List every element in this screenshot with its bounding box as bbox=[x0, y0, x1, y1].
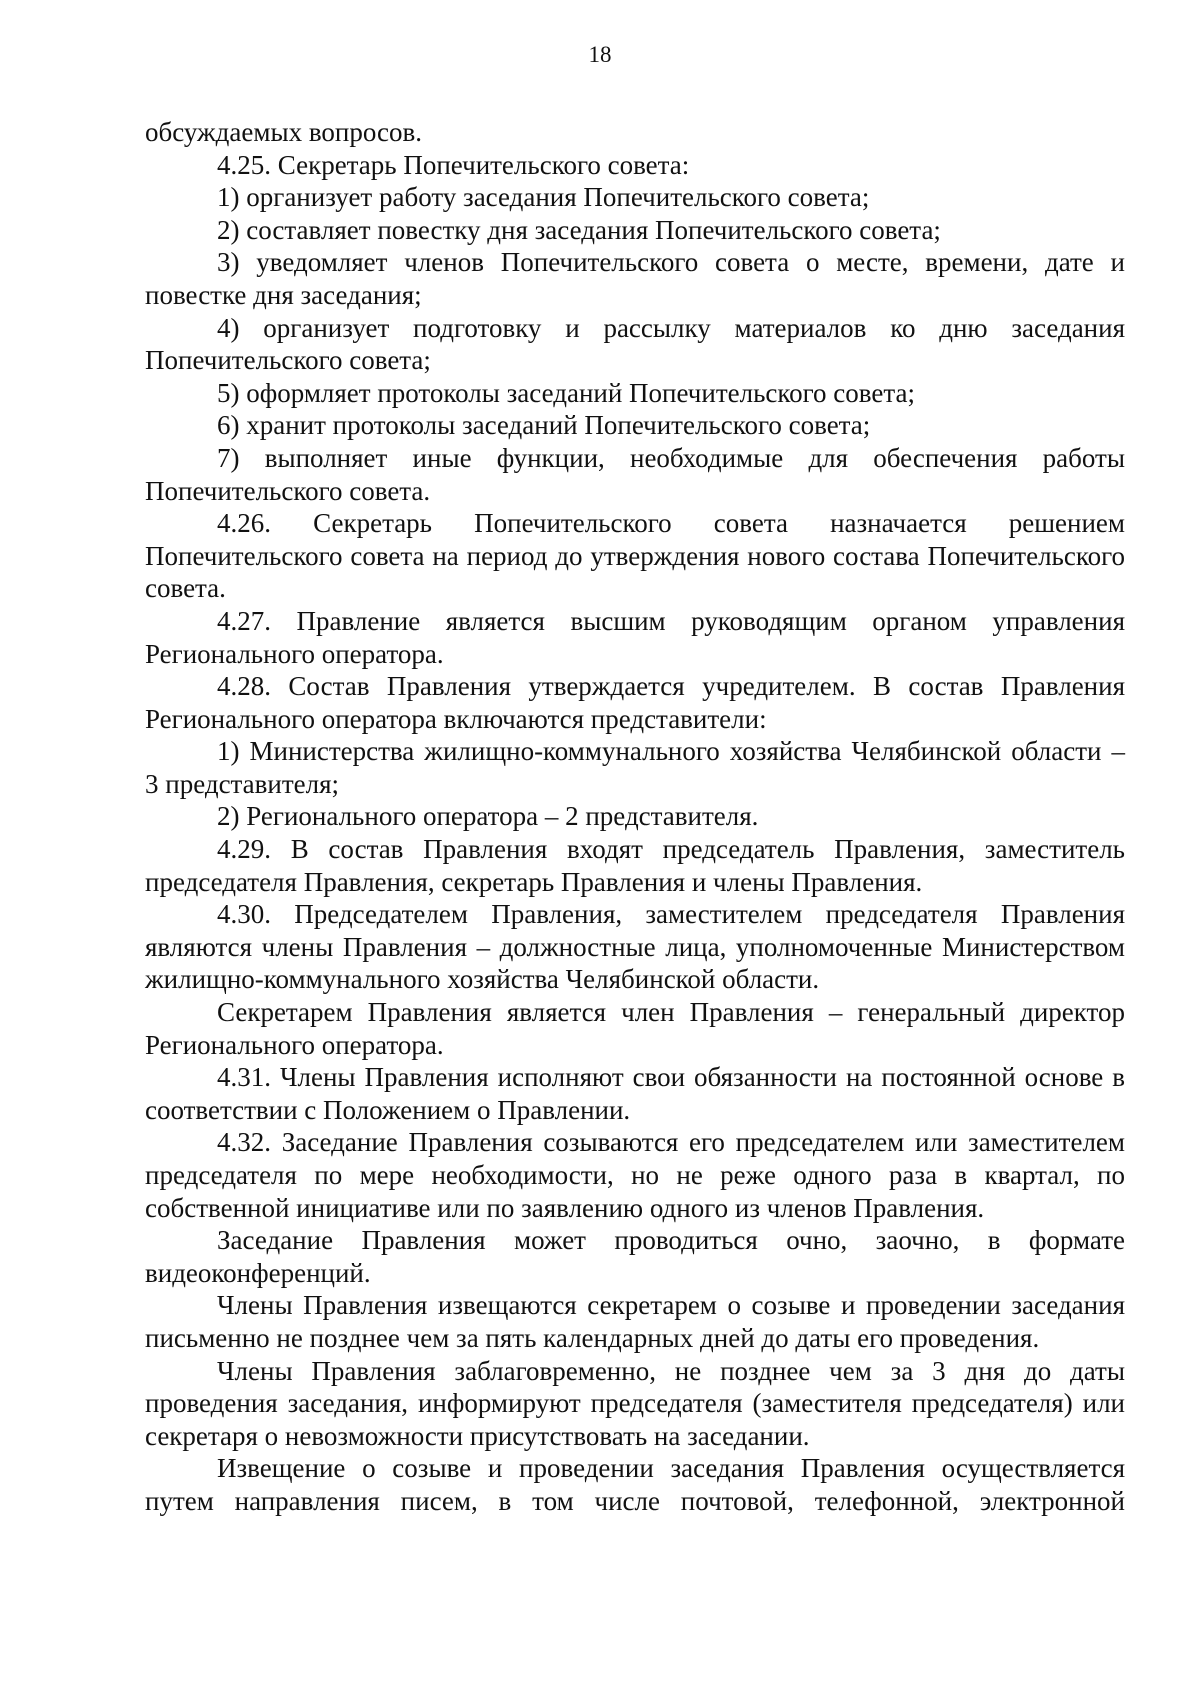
paragraph: 4.29. В состав Правления входят председатель Правления, заместитель председателя Правления, секретарь Правления и члены Правления. bbox=[145, 834, 1125, 897]
paragraph: 1) Министерства жилищно-коммунального хозяйства Челябинской области – 3 представителя; bbox=[145, 736, 1125, 799]
paragraph: 1) организует работу заседания Попечительского совета; bbox=[217, 182, 870, 213]
paragraph: 4) организует подготовку и рассылку материалов ко дню заседания Попечительского совета; bbox=[145, 312, 1125, 376]
paragraph: 4.31. Члены Правления исполняют свои обязанности на постоянной основе в соответствии с Положением о Правлении. bbox=[145, 1062, 1125, 1125]
paragraph: 6) хранит протоколы заседаний Попечительского совета; bbox=[217, 410, 871, 441]
paragraph: Секретарем Правления является член Правления – генеральный директор Регионального оператора. bbox=[145, 997, 1125, 1060]
paragraph: 5) оформляет протоколы заседаний Попечительского совета; bbox=[217, 377, 915, 408]
paragraph: 4.26. Секретарь Попечительского совета назначается решением Попечительского совета на период до утверждения нового состава Попечительского совета. bbox=[145, 508, 1125, 604]
paragraph: 4.25. Секретарь Попечительского совета: bbox=[217, 149, 690, 180]
page-number: 18 bbox=[588, 42, 612, 67]
paragraph: 4.28. Состав Правления утверждается учредителем. В состав Правления Регионального оператора включаются представители: bbox=[145, 671, 1125, 734]
paragraph: 2) составляет повестку дня заседания Попечительского совета; bbox=[217, 214, 941, 245]
paragraph: обсуждаемых вопросов. bbox=[145, 117, 423, 147]
document-body bbox=[145, 116, 1125, 1518]
paragraph: Заседание Правления может проводиться очно, заочно, в формате видеоконференций. bbox=[145, 1225, 1125, 1288]
paragraph: Члены Правления извещаются секретарем о созыве и проведении заседания письменно не позднее чем за пять календарных дней до даты его проведения. bbox=[145, 1290, 1125, 1353]
paragraph: 2) Регионального оператора – 2 представителя. bbox=[217, 801, 759, 832]
paragraph: 4.32. Заседание Правления созываются его председателем или заместителем председателя по мере необходимости, но не реже одного раза в квартал, по собственной инициативе или по заявлению одного из членов Правления. bbox=[145, 1127, 1125, 1223]
paragraph: 7) выполняет иные функции, необходимые для обеспечения работы Попечительского совета. bbox=[145, 442, 1125, 506]
paragraph: 4.30. Председателем Правления, заместителем председателя Правления являются члены Правления – должностные лица, уполномоченные Министерством жилищно-коммунального хозяйства Челябинской области. bbox=[145, 899, 1125, 995]
paragraph: 3) уведомляет членов Попечительского совета о месте, времени, дате и повестке дня заседания; bbox=[145, 247, 1125, 310]
paragraph: Члены Правления заблаговременно, не позднее чем за 3 дня до даты проведения заседания, информируют председателя (заместителя председателя) или секретаря о невозможности присутствовать на заседании. bbox=[145, 1355, 1125, 1451]
paragraph: Извещение о созыве и проведении заседания Правления осуществляется путем направления писем, в том числе почтовой, телефонной, электронной bbox=[145, 1453, 1125, 1516]
paragraph: 4.27. Правление является высшим руководящим органом управления Регионального оператора. bbox=[145, 605, 1125, 669]
